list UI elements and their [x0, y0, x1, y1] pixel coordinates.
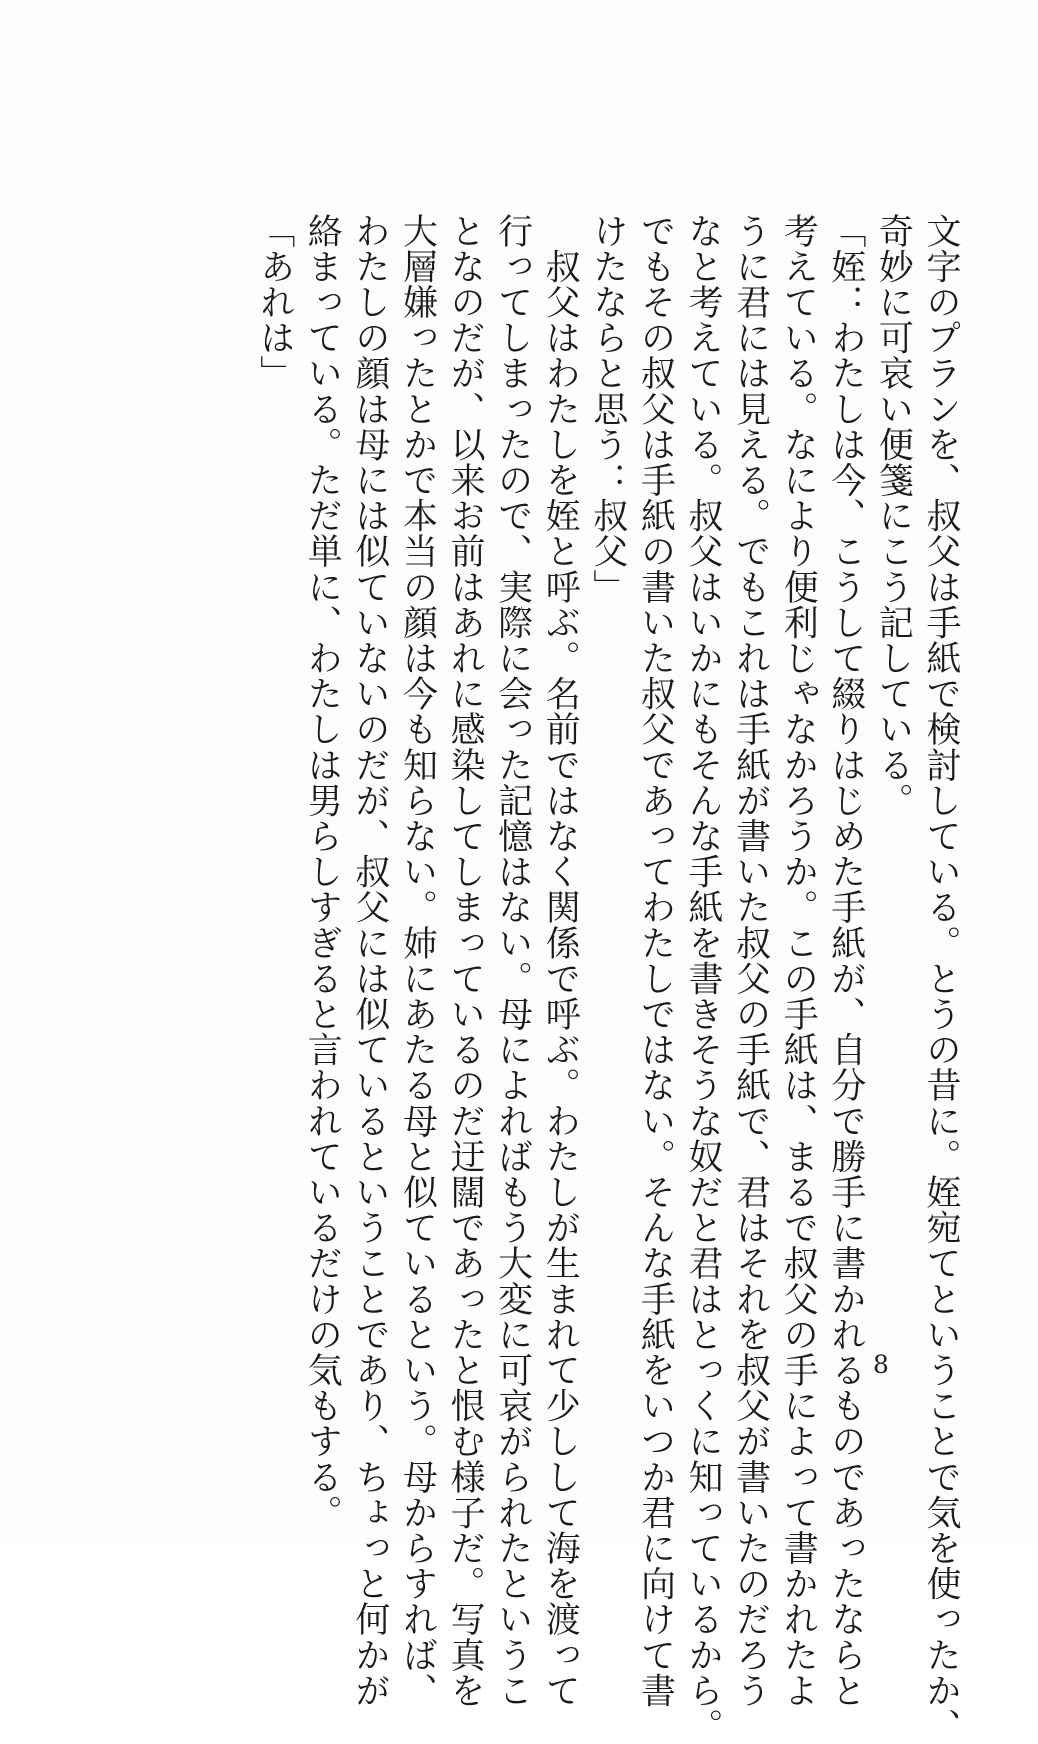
- text-line: なと考えている。叔父はいかにもそんな手紙を書きそうな奴だと君はとっくに知っているから。: [683, 213, 724, 1744]
- text-line: 文字のプランを、叔父は手紙で検討している。とうの昔に。姪宛てということで気を使ったか、: [921, 213, 961, 1744]
- text-line: でもその叔父は手紙の書いた叔父であってわたしではない。そんな手紙をいつか君に向けて書: [635, 213, 676, 1709]
- text-line: うに君には見える。でもこれは手紙が書いた叔父の手紙で、君はそれを叔父が書いたのだろう: [730, 213, 771, 1709]
- text-line: 行ってしまったので、実際に会った記憶はない。母によればもう大変に可哀がられたというこ: [492, 213, 533, 1709]
- text-line: となのだが、以来お前はあれに感染してしまっているのだ迂闊であったと恨む様子だ。写真を: [445, 213, 486, 1709]
- text-line: 奇妙に可哀い便箋にこう記している。: [873, 213, 914, 819]
- text-line: 絡まっている。ただ単に、わたしは男らしすぎると言われているだけの気もする。: [302, 213, 343, 1531]
- vertical-text-body: [250, 213, 964, 1744]
- text-line: 叔父はわたしを姪と呼ぶ。名前ではなく関係で呼ぶ。わたしが生まれて少しして海を渡って: [540, 213, 581, 1709]
- text-line: 「姪：わたしは今、こうして綴りはじめた手紙が、自分で勝手に書かれるものであったならと: [825, 213, 866, 1709]
- text-line: 考えている。なにより便利じゃなかろうか。この手紙は、まるで叔父の手によって書かれたよ: [778, 213, 819, 1709]
- text-line: わたしの顔は母には似ていないのだが、叔父には似ているということであり、ちょっと何かが: [349, 213, 390, 1709]
- text-line: 「あれは」: [254, 213, 295, 391]
- text-line: けたならと思う：叔父」: [587, 213, 628, 605]
- text-line: 大層嫌ったとかで本当の顔は今も知らない。姉にあたる母と似ているという。母からすれば、: [397, 213, 438, 1709]
- page-number: 8: [873, 1350, 889, 1379]
